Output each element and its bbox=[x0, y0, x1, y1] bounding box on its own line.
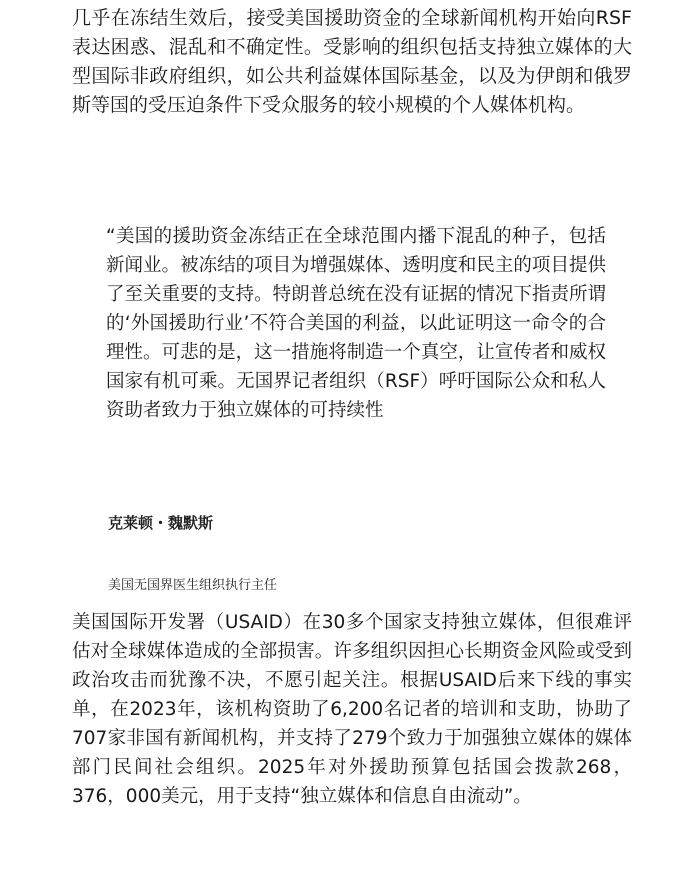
usaid-paragraph: 美国国际开发署（USAID）在30多个国家支持独立媒体，但很难评估对全球媒体造成的全部损害。许多组织因担心长期资金风险或受到政治攻击而犹豫不决，不愿引起关注。根据USAID后来下线的事实单，在2023年，该机构资助了6,200名记者的培训和支助，协助了707家非国有新闻机构，并支持了279个致力于加强独立媒体的媒体部门民间社会组织。2025年对外援助预算包括国会拨款268，376，000美元，用于支持“独立媒体和信息自由流动”。 bbox=[72, 612, 632, 807]
intro-paragraph: 几乎在冻结生效后，接受美国援助资金的全球新闻机构开始向RSF表达困惑、混乱和不确定性。受影响的组织包括支持独立媒体的大型国际非政府组织，如公共利益媒体国际基金，以及为伊朗和俄罗斯等国的受压迫条件下受众服务的较小规模的个人媒体机构。 bbox=[72, 7, 632, 116]
quote-author-title: 美国无国界医生组织执行主任 bbox=[108, 578, 278, 593]
quote-block: “美国的援助资金冻结正在全球范围内播下混乱的种子，包括新闻业。被冻结的项目为增强媒体、透明度和民主的项目提供了至关重要的支持。特朗普总统在没有证据的情况下指责所谓的‘外国援助行业’不符合美国的利益，以此证明这一命令的合理性。可悲的是，这一措施将制造一个真空，让宣传者和威权国家有机可乘。无国界记者组织（RSF）呼吁国际公众和私人资助者致力于独立媒体的可持续性 bbox=[106, 226, 606, 421]
quote-author-name: 克莱顿・魏默斯 bbox=[108, 514, 214, 532]
